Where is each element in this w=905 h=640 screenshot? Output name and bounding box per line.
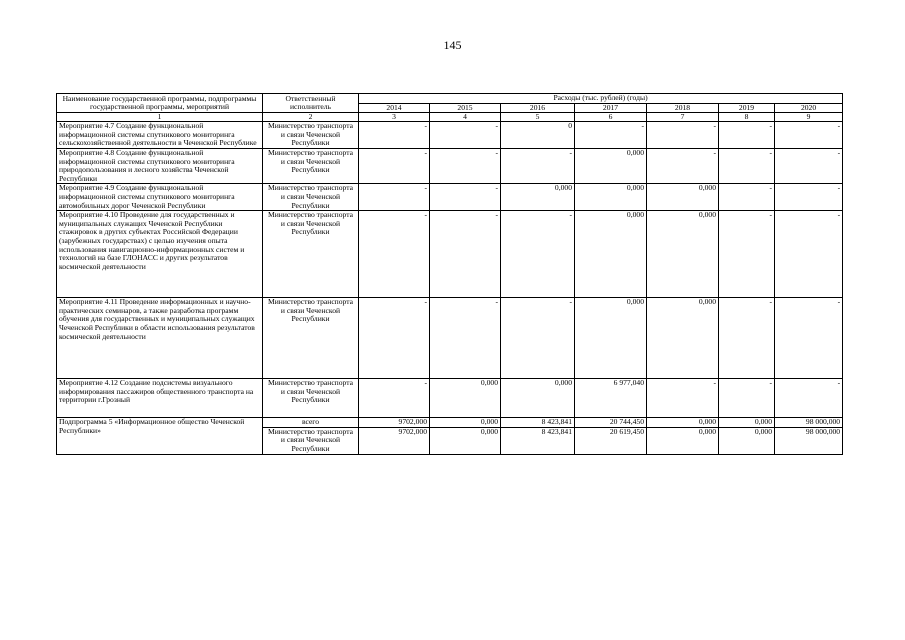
measure-name: Мероприятие 4.9 Создание функциональной информационной системы спутникового мониторинга автомобильных дорог Чеченской Республики	[57, 184, 263, 211]
executor-cell: Министерство транспорта и связи Чеченской Республики	[263, 379, 359, 418]
value-cell: -	[719, 184, 775, 211]
value-cell: -	[359, 122, 430, 149]
value-cell: 98 000,000	[775, 427, 843, 454]
executor-cell: Министерство транспорта и связи Чеченской Республики	[263, 298, 359, 379]
year-header: 2019	[719, 103, 775, 113]
header-executor: Ответственный исполнитель	[263, 94, 359, 113]
value-cell: -	[359, 211, 430, 298]
value-cell: -	[430, 148, 501, 183]
value-cell: 0,000	[430, 418, 501, 428]
executor-cell: Министерство транспорта и связи Чеченской Республики	[263, 148, 359, 183]
value-cell: 0,000	[719, 427, 775, 454]
value-cell: -	[501, 298, 575, 379]
value-cell: 20 744,450	[575, 418, 647, 428]
value-cell: 6 977,040	[575, 379, 647, 418]
value-cell: 0,000	[430, 427, 501, 454]
header-name: Наименование государственной программы, подпрограммы государственной программы, мероприятий	[57, 94, 263, 113]
subprogram-name: Подпрограмма 5 «Информационное общество Чеченской Республики»	[57, 418, 263, 454]
column-number: 9	[775, 113, 843, 122]
value-cell: 0,000	[719, 418, 775, 428]
value-cell: 9702,000	[359, 418, 430, 428]
executor-cell: Министерство транспорта и связи Чеченской Республики	[263, 211, 359, 298]
value-cell: -	[775, 298, 843, 379]
table-row-subprogram-total	[57, 418, 843, 428]
value-cell: -	[430, 122, 501, 149]
value-cell: 98 000,000	[775, 418, 843, 428]
value-cell: -	[719, 148, 775, 183]
value-cell: -	[359, 379, 430, 418]
value-cell: -	[501, 211, 575, 298]
value-cell: 8 423,841	[501, 427, 575, 454]
table-row-measure-4-9	[57, 184, 843, 211]
value-cell: 0,000	[575, 298, 647, 379]
header-row-1	[57, 94, 843, 104]
year-header: 2016	[501, 103, 575, 113]
value-cell: -	[430, 298, 501, 379]
value-cell: -	[430, 184, 501, 211]
measure-name: Мероприятие 4.10 Проведение для государственных и муниципальных служащих Чеченской Республики стажировок в других субъектах Российской Федерации (зарубежных государствах) с целью изучения опыта использования навигационно-информационных систем и технологий на базе ГЛОНАСС и других результатов космической деятельности	[57, 211, 263, 298]
value-cell: 8 423,841	[501, 418, 575, 428]
table-row-measure-4-12	[57, 379, 843, 418]
measure-name: Мероприятие 4.11 Проведение информационных и научно-практических семинаров, а также разработка программ обучения для государственных и муниципальных служащих Чеченской Республики в области использования результатов космической деятельности	[57, 298, 263, 379]
value-cell: 0	[501, 122, 575, 149]
column-number: 6	[575, 113, 647, 122]
value-cell: -	[775, 122, 843, 149]
table-row-measure-4-8	[57, 148, 843, 183]
year-header: 2020	[775, 103, 843, 113]
year-header: 2017	[575, 103, 647, 113]
column-number: 3	[359, 113, 430, 122]
column-number: 1	[57, 113, 263, 122]
column-number: 4	[430, 113, 501, 122]
value-cell: -	[359, 298, 430, 379]
value-cell: -	[647, 122, 719, 149]
value-cell: -	[359, 184, 430, 211]
year-header: 2015	[430, 103, 501, 113]
measure-name: Мероприятие 4.8 Создание функциональной информационной системы спутникового мониторинга природопользования и лесного хозяйства Чеченской Республики	[57, 148, 263, 183]
page-number: 145	[443, 38, 462, 52]
value-cell: -	[719, 122, 775, 149]
value-cell: 0,000	[647, 298, 719, 379]
year-header: 2014	[359, 103, 430, 113]
column-number: 5	[501, 113, 575, 122]
value-cell: 0,000	[430, 379, 501, 418]
value-cell: 0,000	[501, 184, 575, 211]
value-cell: -	[647, 148, 719, 183]
value-cell: 0,000	[575, 211, 647, 298]
value-cell: 9702,000	[359, 427, 430, 454]
value-cell: -	[775, 148, 843, 183]
value-cell: -	[775, 379, 843, 418]
value-cell: -	[501, 148, 575, 183]
value-cell: 0,000	[647, 427, 719, 454]
value-cell: 0,000	[575, 184, 647, 211]
budget-table	[56, 93, 843, 455]
column-number: 7	[647, 113, 719, 122]
column-number: 8	[719, 113, 775, 122]
measure-name: Мероприятие 4.7 Создание функциональной информационной системы спутникового мониторинга сельскохозяйственной деятельности в Чеченской Республике	[57, 122, 263, 149]
value-cell: 0,000	[647, 211, 719, 298]
executor-cell: всего	[263, 418, 359, 428]
measure-name: Мероприятие 4.12 Создание подсистемы визуального информирования пассажиров общественного транспорта на территории г.Грозный	[57, 379, 263, 418]
year-header: 2018	[647, 103, 719, 113]
header-expenses: Расходы (тыс. рублей) (годы)	[359, 94, 843, 104]
column-number: 2	[263, 113, 359, 122]
value-cell: -	[719, 379, 775, 418]
value-cell: -	[719, 298, 775, 379]
value-cell: -	[775, 211, 843, 298]
value-cell: 0,000	[501, 379, 575, 418]
table-row-measure-4-11	[57, 298, 843, 379]
value-cell: -	[775, 184, 843, 211]
value-cell: -	[719, 211, 775, 298]
executor-cell: Министерство транспорта и связи Чеченской Республики	[263, 427, 359, 454]
executor-cell: Министерство транспорта и связи Чеченской Республики	[263, 122, 359, 149]
value-cell: 0,000	[647, 418, 719, 428]
table-row-measure-4-7	[57, 122, 843, 149]
value-cell: 20 619,450	[575, 427, 647, 454]
value-cell: -	[430, 211, 501, 298]
value-cell: -	[647, 379, 719, 418]
value-cell: -	[575, 122, 647, 149]
value-cell: -	[359, 148, 430, 183]
value-cell: 0,000	[575, 148, 647, 183]
table-row-measure-4-10	[57, 211, 843, 298]
executor-cell: Министерство транспорта и связи Чеченской Республики	[263, 184, 359, 211]
value-cell: 0,000	[647, 184, 719, 211]
